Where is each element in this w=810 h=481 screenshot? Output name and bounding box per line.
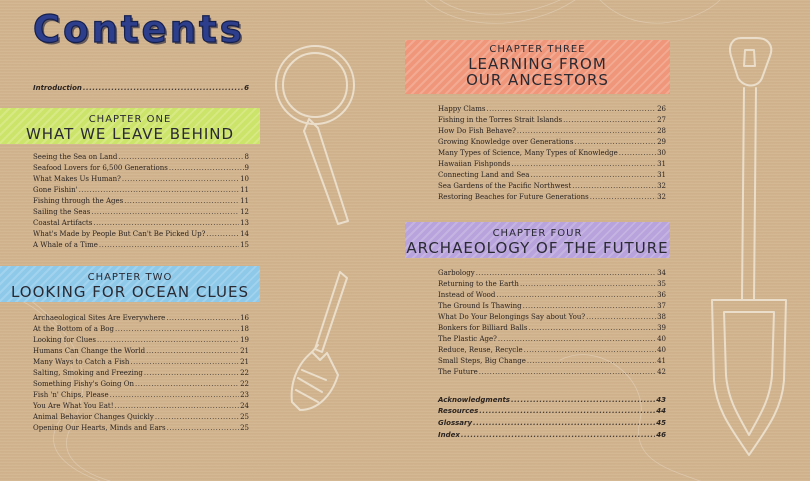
toc-entry-title: Small Steps, Big Change (438, 357, 526, 365)
toc-entry[interactable] (33, 368, 249, 379)
toc-entry[interactable] (33, 313, 249, 324)
toc-entry-page: 28 (657, 127, 666, 135)
toc-entry-page: 21 (240, 347, 249, 355)
magnifying-glass-icon (276, 46, 354, 224)
toc-entry[interactable] (438, 301, 666, 312)
dot-leader (479, 367, 656, 378)
dot-leader (563, 115, 656, 126)
toc-entry[interactable] (438, 290, 666, 301)
toc-entry-title: A Whale of a Time (33, 241, 98, 249)
toc-entry-page: 24 (240, 402, 249, 410)
toc-entry-page: 19 (240, 336, 249, 344)
toc-entry[interactable] (33, 207, 249, 218)
toc-entry-page: 38 (657, 313, 666, 321)
toc-entry-title: Seeing the Sea on Land (33, 153, 118, 161)
toc-entry-page: 16 (240, 314, 249, 322)
dot-leader (124, 196, 239, 207)
chapter-number: CHAPTER FOUR (492, 228, 583, 239)
toc-entry-title: Salting, Smoking and Freezing (33, 369, 143, 377)
toc-entry-page: 8 (244, 153, 249, 161)
chapter-name: LOOKING FOR OCEAN CLUES (10, 283, 249, 301)
dot-leader (511, 159, 656, 170)
dot-leader (110, 390, 239, 401)
toc-entry[interactable] (438, 181, 666, 192)
toc-entry-title: Looking for Clues (33, 336, 96, 344)
toc-entry[interactable] (438, 159, 666, 170)
dot-leader (486, 104, 656, 115)
dot-leader (524, 345, 656, 356)
toc-entry-page: 14 (240, 230, 249, 238)
chapter-number: CHAPTER THREE (489, 44, 586, 55)
brush-icon (292, 272, 347, 410)
toc-entry-page: 31 (657, 160, 666, 168)
dot-leader (118, 152, 243, 163)
toc-entry-title: Bonkers for Billiard Balls (438, 324, 528, 332)
toc-entry[interactable] (33, 324, 249, 335)
toc-entry[interactable] (33, 174, 249, 185)
toc-entry[interactable] (438, 170, 666, 181)
toc-entry-page: 32 (657, 193, 666, 201)
chapter-name: ARCHAEOLOGY OF THE FUTURE (406, 239, 669, 257)
dot-leader (155, 412, 239, 423)
toc-entry-title: How Do Fish Behave? (438, 127, 516, 135)
toc-entry-title: What Makes Us Human? (33, 175, 121, 183)
dot-leader (574, 137, 656, 148)
toc-entry-page: 43 (656, 396, 666, 404)
toc-entry-title: The Ground Is Thawing (438, 302, 522, 310)
toc-entry-page: 30 (657, 149, 666, 157)
toc-entry[interactable] (33, 346, 249, 357)
toc-entry-page: 22 (240, 369, 249, 377)
toc-entry-page: 31 (657, 171, 666, 179)
dot-leader (529, 323, 657, 334)
toc-entry-page: 11 (240, 186, 249, 194)
toc-entry-title: Index (438, 431, 460, 439)
dot-leader (498, 334, 656, 345)
toc-entry-page: 37 (657, 302, 666, 310)
toc-entry[interactable] (33, 401, 249, 412)
toc-entry-title: Fishing through the Ages (33, 197, 124, 205)
toc-entry-page: 25 (240, 413, 249, 421)
toc-entry-title: Connecting Land and Sea (438, 171, 530, 179)
toc-entry-acknowledgments[interactable] (438, 395, 666, 406)
chapter-two-banner[interactable] (0, 266, 260, 302)
toc-entry-title: Sailing the Seas (33, 208, 91, 216)
toc-entry-page: 32 (657, 182, 666, 190)
toc-entry-page: 18 (240, 325, 249, 333)
chapter-name: WHAT WE LEAVE BEHIND (25, 125, 235, 143)
chapter-number: CHAPTER ONE (88, 114, 172, 125)
toc-entry-page: 26 (657, 105, 666, 113)
toc-entry-title: Animal Behavior Changes Quickly (33, 413, 154, 421)
toc-entry[interactable] (33, 185, 249, 196)
toc-entry-page: 40 (657, 346, 666, 354)
dot-leader (91, 207, 239, 218)
dot-leader (115, 324, 239, 335)
toc-entry-resources[interactable] (438, 406, 666, 417)
dot-leader (79, 185, 240, 196)
toc-entry-glossary[interactable] (438, 418, 666, 429)
toc-entry-title: At the Bottom of a Bog (33, 325, 114, 333)
toc-entry-page: 10 (240, 175, 249, 183)
toc-entry-title: Seafood Lovers for 6,500 Generations (33, 164, 168, 172)
toc-entry-title: Reduce, Reuse, Recycle (438, 346, 523, 354)
dot-leader (586, 312, 656, 323)
toc-entry-introduction[interactable] (33, 83, 249, 94)
toc-entry-title: Resources (438, 407, 479, 415)
toc-entry-page: 29 (657, 138, 666, 146)
dot-leader (206, 229, 239, 240)
toc-entry-page: 12 (240, 208, 249, 216)
toc-entry-title: What Do Your Belongings Say about You? (438, 313, 586, 321)
toc-entry[interactable] (33, 163, 249, 174)
toc-entry-title: Glossary (438, 419, 473, 427)
toc-entry[interactable] (438, 334, 666, 345)
dot-leader (146, 346, 239, 357)
toc-entry-title: Growing Knowledge over Generations (438, 138, 574, 146)
toc-entry-title: Something Fishy's Going On (33, 380, 134, 388)
toc-entry[interactable] (33, 152, 249, 163)
toc-entry[interactable] (33, 423, 249, 434)
dot-leader (135, 379, 239, 390)
dot-leader (144, 368, 239, 379)
chapter-one-banner[interactable] (0, 108, 260, 144)
toc-entry-page: 36 (657, 291, 666, 299)
dot-leader (167, 423, 239, 434)
toc-entry-page: 11 (240, 197, 249, 205)
toc-entry[interactable] (33, 412, 249, 423)
toc-entry[interactable] (33, 218, 249, 229)
toc-entry-page: 25 (240, 424, 249, 432)
toc-entry[interactable] (33, 240, 249, 251)
toc-entry-title: The Future (438, 368, 478, 376)
toc-entry[interactable] (438, 148, 666, 159)
toc-entry[interactable] (438, 367, 666, 378)
toc-entry-title: Introduction (33, 84, 82, 92)
dot-leader (169, 163, 244, 174)
toc-entry[interactable] (33, 335, 249, 346)
toc-entry-page: 23 (240, 391, 249, 399)
page-title: Contents (33, 8, 245, 51)
toc-entry-page: 6 (244, 84, 249, 92)
chapter-name-line-1: LEARNING FROM (468, 55, 607, 73)
toc-entry[interactable] (33, 229, 249, 240)
chapter-name-line-2: OUR ANCESTORS (466, 71, 609, 89)
dot-leader (93, 218, 239, 229)
dot-leader (523, 301, 657, 312)
toc-entry-title: Many Types of Science, Many Types of Knowledge (438, 149, 618, 157)
toc-entry-title: Fish 'n' Chips, Please (33, 391, 109, 399)
toc-entry[interactable] (438, 104, 666, 115)
dot-leader (517, 126, 656, 137)
dot-leader (461, 430, 655, 441)
dot-leader (527, 356, 656, 367)
toc-entry-page: 42 (657, 368, 666, 376)
toc-entry-title: Happy Clams (438, 105, 486, 113)
toc-entry[interactable] (33, 390, 249, 401)
chapter-three-banner[interactable] (405, 40, 670, 94)
dot-leader (572, 181, 656, 192)
dot-leader (115, 401, 240, 412)
toc-entry-page: 21 (240, 358, 249, 366)
dot-leader (473, 418, 655, 429)
dot-leader (496, 290, 656, 301)
dot-leader (166, 313, 239, 324)
dot-leader (97, 335, 239, 346)
toc-entry-page: 34 (657, 269, 666, 277)
toc-entry-page: 9 (244, 164, 249, 172)
toc-entry-title: Garbology (438, 269, 475, 277)
toc-entry[interactable] (438, 323, 666, 334)
toc-entry[interactable] (438, 356, 666, 367)
toc-entry[interactable] (33, 357, 249, 368)
toc-entry-page: 44 (656, 407, 666, 415)
chapter-number: CHAPTER TWO (87, 272, 173, 283)
toc-entry-title: Archaeological Sites Are Everywhere (33, 314, 166, 322)
dot-leader (130, 357, 239, 368)
dot-leader (520, 279, 656, 290)
dot-leader (476, 268, 656, 279)
toc-entry-index[interactable] (438, 430, 666, 441)
chapter-four-banner[interactable] (405, 222, 670, 258)
toc-entry-title: What's Made by People But Can't Be Picked Up? (33, 230, 206, 238)
dot-leader (530, 170, 656, 181)
toc-entry[interactable] (438, 268, 666, 279)
toc-entry[interactable] (438, 192, 666, 203)
toc-entry-page: 27 (657, 116, 666, 124)
toc-entry-title: Humans Can Change the World (33, 347, 146, 355)
dot-leader (122, 174, 239, 185)
toc-entry-page: 45 (656, 419, 666, 427)
toc-entry-title: Hawaiian Fishponds (438, 160, 511, 168)
dot-leader (619, 148, 656, 159)
toc-entry-title: Instead of Wood (438, 291, 496, 299)
toc-entry[interactable] (33, 196, 249, 207)
toc-entry-title: Restoring Beaches for Future Generations (438, 193, 589, 201)
toc-entry-page: 41 (657, 357, 666, 365)
dot-leader (99, 240, 239, 251)
toc-entry-page: 35 (657, 280, 666, 288)
trowel-icon (712, 38, 786, 455)
dot-leader (479, 406, 655, 417)
toc-entry-title: Acknowledgments (438, 396, 510, 404)
dot-leader (511, 395, 655, 406)
dot-leader (590, 192, 656, 203)
toc-entry-title: Coastal Artifacts (33, 219, 93, 227)
toc-entry-page: 40 (657, 335, 666, 343)
toc-entry[interactable] (33, 379, 249, 390)
toc-entry-page: 46 (656, 431, 666, 439)
toc-entry[interactable] (438, 126, 666, 137)
toc-entry-title: You Are What You Eat! (33, 402, 114, 410)
toc-entry-title: The Plastic Age? (438, 335, 497, 343)
toc-entry-title: Many Ways to Catch a Fish (33, 358, 130, 366)
toc-entry[interactable] (438, 115, 666, 126)
toc-entry[interactable] (438, 279, 666, 290)
toc-entry-title: Returning to the Earth (438, 280, 519, 288)
toc-entry-page: 15 (240, 241, 249, 249)
toc-entry[interactable] (438, 137, 666, 148)
toc-entry-title: Opening Our Hearts, Minds and Ears (33, 424, 166, 432)
toc-entry-title: Gone Fishin' (33, 186, 78, 194)
toc-entry-title: Fishing in the Torres Strait Islands (438, 116, 563, 124)
toc-entry[interactable] (438, 345, 666, 356)
dot-leader (83, 83, 243, 94)
toc-entry[interactable] (438, 312, 666, 323)
toc-entry-page: 22 (240, 380, 249, 388)
toc-entry-page: 39 (657, 324, 666, 332)
toc-entry-title: Sea Gardens of the Pacific Northwest (438, 182, 572, 190)
toc-entry-page: 13 (240, 219, 249, 227)
